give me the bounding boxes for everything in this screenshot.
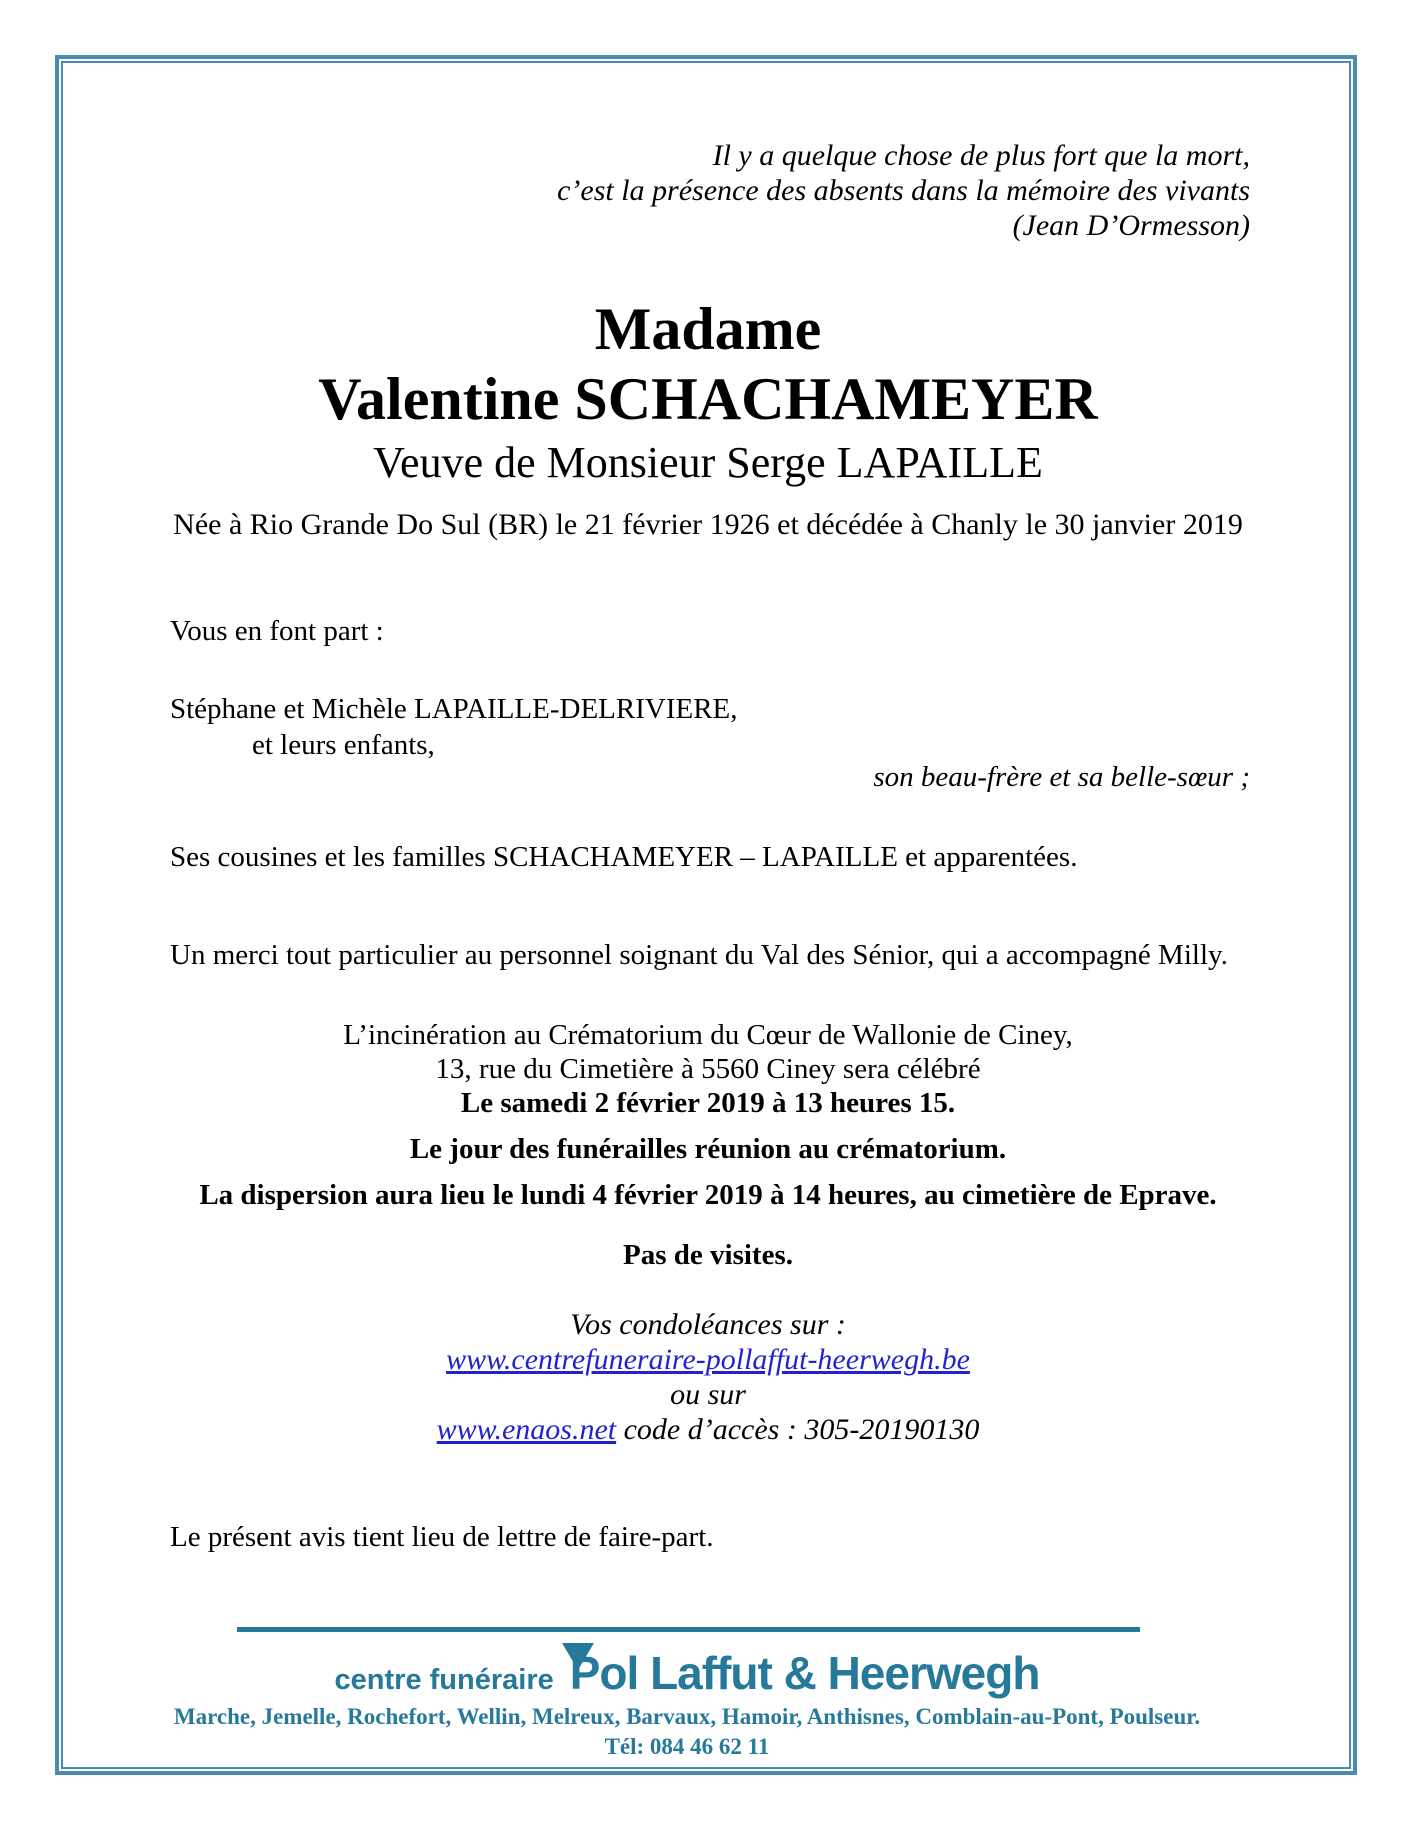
opening-quote	[557, 138, 1250, 243]
deceased-title: Madame	[594, 296, 822, 362]
brand-name: Pol Laffut & Heerwegh	[569, 1647, 1040, 1699]
deceased-relation: Veuve de Monsieur Serge LAPAILLE	[373, 438, 1043, 487]
family-line-1: Stéphane et Michèle LAPAILLE-DELRIVIERE,	[170, 693, 738, 725]
deceased-name: Valentine SCHACHAMEYER	[318, 366, 1098, 432]
footer-divider	[237, 1627, 1140, 1632]
footer-phone: Tél: 084 46 62 11	[604, 1734, 770, 1759]
footer-locations: Marche, Jemelle, Rochefort, Wellin, Melreux, Barvaux, Hamoir, Anthisnes, Comblain-au-Pont, Poulseur.	[173, 1704, 1201, 1729]
condolences-link-1[interactable]: www.centrefuneraire-pollaffut-heerwegh.be	[446, 1343, 970, 1376]
condolences-or: ou sur	[670, 1378, 746, 1411]
ceremony-line-1: L’incinération au Crématorium du Cœur de Wallonie de Ciney,	[343, 1019, 1073, 1051]
quote-attribution: (Jean D’Ormesson)	[1012, 209, 1250, 242]
quote-line-2: c’est la présence des absents dans la mémoire des vivants	[557, 174, 1250, 207]
condolences-intro: Vos condoléances sur :	[570, 1308, 846, 1341]
relation-note: son beau-frère et sa belle-sœur ;	[873, 761, 1250, 793]
ceremony-line-2: 13, rue du Cimetière à 5560 Ciney sera célébré	[435, 1053, 981, 1085]
deceased-life-dates: Née à Rio Grande Do Sul (BR) le 21 février 1926 et décédée à Chanly le 30 janvier 2019	[173, 508, 1243, 541]
announcement-intro: Vous en font part :	[170, 615, 384, 647]
condolences-link2-row	[57, 1413, 1359, 1447]
thanks-line: Un merci tout particulier au personnel soignant du Val des Sénior, qui a accompagné Milly.	[170, 939, 1228, 971]
brand-prefix: centre funéraire	[334, 1664, 554, 1696]
brand-row	[57, 1646, 1317, 1700]
cousins-line: Ses cousines et les familles SCHACHAMEYER – LAPAILLE et apparentées.	[170, 841, 1078, 873]
ceremony-dispersion: La dispersion aura lieu le lundi 4 février 2019 à 14 heures, au cimetière de Eprave.	[199, 1179, 1217, 1211]
quote-line-1: Il y a quelque chose de plus fort que la mort,	[712, 139, 1250, 172]
ceremony-reunion: Le jour des funérailles réunion au crématorium.	[409, 1133, 1007, 1165]
condolences-link1-row	[57, 1343, 1359, 1377]
access-code-text: code d’accès : 305-20190130	[616, 1413, 980, 1446]
faire-part-notice: Le présent avis tient lieu de lettre de faire-part.	[170, 1521, 714, 1553]
family-line-2: et leurs enfants,	[252, 729, 435, 761]
ceremony-datetime: Le samedi 2 février 2019 à 13 heures 15.	[460, 1087, 956, 1119]
no-visits-line: Pas de visites.	[623, 1239, 793, 1271]
condolences-link-2[interactable]: www.enaos.net	[436, 1413, 617, 1446]
